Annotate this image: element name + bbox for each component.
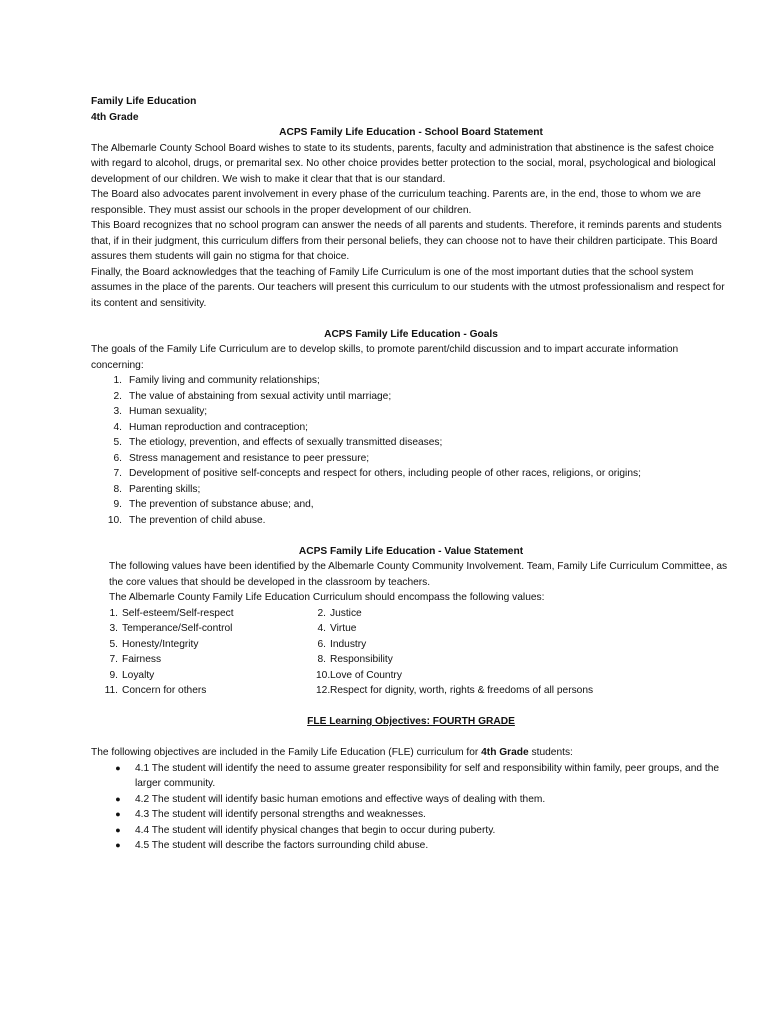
goal-item bbox=[91, 451, 731, 467]
value-text: Concern for others bbox=[122, 685, 207, 696]
goal-text: Development of positive self-concepts and respect for others, including people of other races, religions, or origins; bbox=[129, 468, 641, 479]
bullet-icon: ● bbox=[115, 824, 121, 835]
goals-list bbox=[91, 373, 731, 528]
value-number: 10. bbox=[316, 669, 331, 681]
values-title: ACPS Family Life Education - Value Statement bbox=[298, 545, 524, 557]
goal-text: Family living and community relationships; bbox=[129, 375, 320, 386]
doc-heading-line1: Family Life Education bbox=[91, 96, 197, 107]
objective-text: 4.1 The student will identify the need to assume greater responsibility for self and responsibility within family, peer groups, and the larger community. bbox=[135, 762, 720, 789]
bullet-icon: ● bbox=[115, 809, 121, 819]
objective-item bbox=[91, 838, 731, 854]
value-item bbox=[316, 668, 731, 684]
value-number: 1. bbox=[109, 607, 118, 619]
goals-title: ACPS Family Life Education - Goals bbox=[324, 328, 498, 340]
goal-text: The prevention of substance abuse; and, bbox=[129, 499, 314, 510]
value-text: Temperance/Self-control bbox=[122, 623, 233, 634]
goal-item bbox=[91, 420, 731, 436]
goal-item bbox=[91, 435, 731, 451]
goal-number: 1. bbox=[113, 375, 122, 386]
value-number: 6. bbox=[317, 638, 326, 650]
goal-item bbox=[91, 497, 731, 513]
objectives-intro-end: students: bbox=[528, 747, 573, 758]
goal-text: The etiology, prevention, and effects of sexually transmitted diseases; bbox=[129, 437, 443, 448]
value-item bbox=[316, 637, 731, 653]
goal-item bbox=[91, 482, 731, 498]
objective-item bbox=[91, 792, 731, 808]
objective-text: 4.2 The student will identify basic human emotions and effective ways of dealing with them. bbox=[135, 793, 546, 805]
values-grid bbox=[91, 606, 731, 699]
goal-text: Human sexuality; bbox=[129, 406, 208, 417]
value-number: 2. bbox=[317, 607, 326, 619]
goal-number: 5. bbox=[113, 437, 122, 448]
value-number: 5. bbox=[109, 638, 118, 650]
values-intro-2: The Albemarle County Family Life Education Curriculum should encompass the following values: bbox=[109, 592, 545, 603]
goal-number: 9. bbox=[113, 499, 122, 510]
value-text: Justice bbox=[330, 607, 362, 619]
value-number: 7. bbox=[109, 654, 118, 665]
doc-heading-line2: 4th Grade bbox=[91, 111, 139, 123]
value-item bbox=[91, 606, 316, 622]
value-item bbox=[316, 683, 731, 699]
objective-item bbox=[91, 761, 731, 792]
goal-number: 6. bbox=[113, 452, 122, 464]
values-intro: The following values have been identified by the Albemarle County Community Involvement. Team, Family Life Curriculum Committee, as the core values that should be developed in the classroom by teachers. bbox=[109, 561, 728, 588]
goal-text: The value of abstaining from sexual activity until marriage; bbox=[129, 390, 392, 402]
value-number: 11. bbox=[104, 685, 118, 696]
goal-number: 3. bbox=[113, 406, 122, 417]
objectives-intro-text: The following objectives are included in the Family Life Education (FLE) curriculum for bbox=[91, 747, 482, 758]
goal-number: 4. bbox=[113, 421, 122, 433]
document-page bbox=[91, 94, 731, 854]
objectives-list bbox=[91, 761, 731, 854]
value-text: Self-esteem/Self-respect bbox=[122, 607, 234, 619]
objective-text: 4.5 The student will describe the factors surrounding child abuse. bbox=[135, 840, 429, 851]
value-item bbox=[316, 652, 731, 668]
goal-item bbox=[91, 466, 731, 482]
goal-number: 10. bbox=[107, 514, 122, 526]
value-text: Virtue bbox=[330, 623, 357, 634]
value-number: 4. bbox=[317, 623, 326, 634]
value-number: 3. bbox=[109, 623, 118, 634]
goal-number: 2. bbox=[113, 390, 122, 402]
goal-item bbox=[91, 513, 731, 529]
objective-text: 4.3 The student will identify personal strengths and weaknesses. bbox=[135, 809, 426, 820]
goal-number: 7. bbox=[113, 468, 122, 479]
value-text: Honesty/Integrity bbox=[122, 638, 199, 650]
goal-item bbox=[91, 404, 731, 420]
goals-intro: The goals of the Family Life Curriculum are to develop skills, to promote parent/child discussion and to impart accurate information concerning: bbox=[91, 344, 679, 371]
board-paragraph: Finally, the Board acknowledges that the teaching of Family Life Curriculum is one of the most important duties that the school system assumes in the place of the parents. Our teachers will present this curriculum to our students with the utmost professionalism and respect for its content and sensitivity. bbox=[91, 266, 725, 309]
objective-text: 4.4 The student will identify physical changes that begin to occur during puberty. bbox=[135, 824, 496, 836]
board-statement-title: ACPS Family Life Education - School Board Statement bbox=[279, 127, 543, 138]
value-text: Industry bbox=[330, 638, 367, 650]
bullet-icon: ● bbox=[115, 793, 121, 804]
value-number: 9. bbox=[109, 669, 118, 681]
value-text: Loyalty bbox=[122, 669, 155, 681]
objectives-intro bbox=[91, 745, 731, 761]
value-number: 12. bbox=[316, 685, 331, 696]
objectives-grade: 4th Grade bbox=[481, 747, 529, 758]
value-number: 8. bbox=[317, 654, 326, 665]
value-item bbox=[91, 637, 316, 653]
board-paragraph: This Board recognizes that no school program can answer the needs of all parents and students. Therefore, it reminds parents and students that, if in their judgment, this curriculum differs from their personal beliefs, they can choose not to have their children participate. This Board assures them students will gain no stigma for that choice. bbox=[91, 220, 722, 262]
goal-text: Parenting skills; bbox=[129, 483, 201, 495]
value-text: Responsibility bbox=[330, 654, 393, 665]
value-item bbox=[91, 668, 316, 684]
goal-item bbox=[91, 373, 731, 389]
value-item bbox=[316, 606, 731, 622]
goal-item bbox=[91, 389, 731, 405]
bullet-icon: ● bbox=[115, 762, 121, 773]
value-item bbox=[91, 652, 316, 668]
goal-text: Human reproduction and contraception; bbox=[129, 421, 308, 433]
objective-item bbox=[91, 823, 731, 839]
value-text: Love of Country bbox=[330, 669, 402, 681]
board-paragraph: The Albemarle County School Board wishes to state to its students, parents, faculty and administration that abstinence is the safest choice with regard to alcohol, drugs, or premarital sex. No other choice provides better protection to the social, moral, psychological and biological development of our children. We wish to make it clear that that is our standard. bbox=[91, 142, 716, 185]
value-text: Fairness bbox=[122, 654, 162, 665]
goal-number: 8. bbox=[113, 483, 122, 495]
objective-item bbox=[91, 807, 731, 823]
bullet-icon: ● bbox=[115, 840, 121, 850]
board-paragraph: The Board also advocates parent involvement in every phase of the curriculum teaching. Parents are, in the end, those to whom we are responsible. They must assist our schools in the proper development of our children. bbox=[91, 189, 701, 216]
objectives-title: FLE Learning Objectives: FOURTH GRADE bbox=[307, 716, 515, 727]
value-item bbox=[316, 621, 731, 637]
goal-text: The prevention of child abuse. bbox=[129, 514, 266, 526]
value-item bbox=[91, 683, 316, 699]
value-text: Respect for dignity, worth, rights & freedoms of all persons bbox=[330, 685, 594, 696]
value-item bbox=[91, 621, 316, 637]
goal-text: Stress management and resistance to peer pressure; bbox=[129, 452, 370, 464]
